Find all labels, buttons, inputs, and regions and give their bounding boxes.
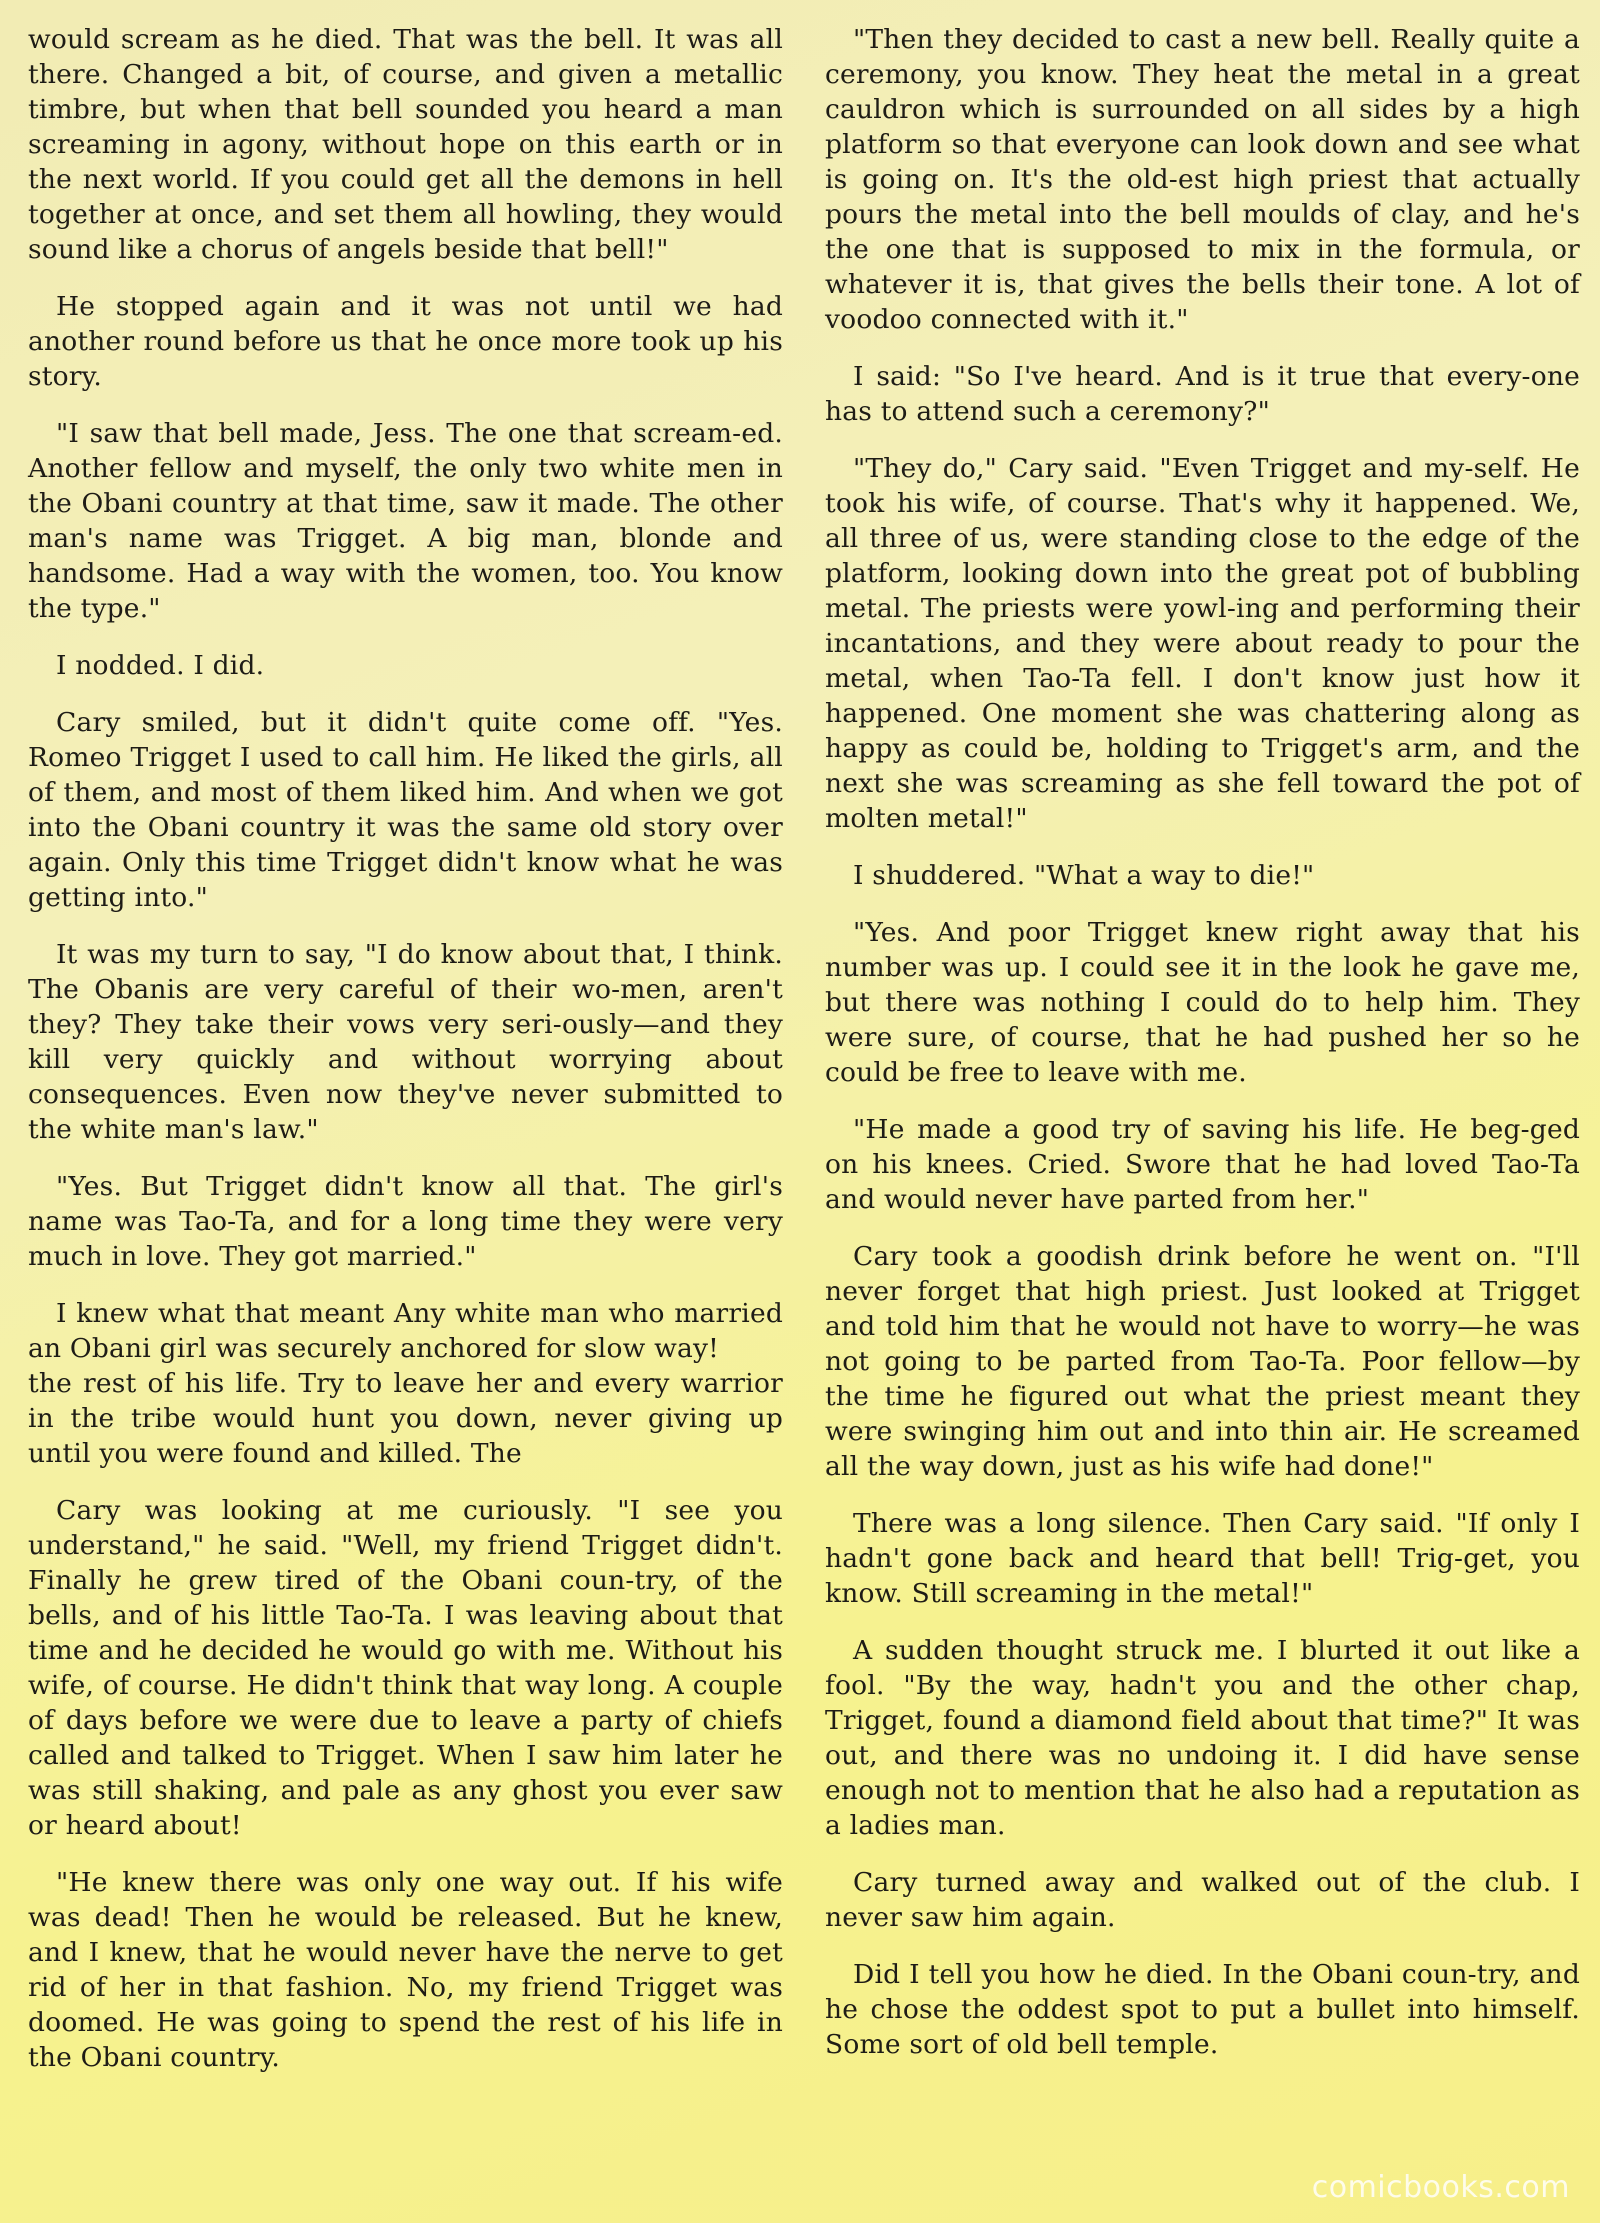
right-column-paragraph: There was a long silence. Then Cary said. "If only I hadn't gone back and heard that bell! Trig-get, you know. Still screaming in the metal!" <box>825 1508 1580 1609</box>
right-column-paragraph: "Yes. And poor Trigget knew right away that his number was up. I could see it in the look he gave me, but there was nothing I could do to help him. They were sure, of course, that he had pushed her so he could be free to leave with me. <box>825 917 1580 1088</box>
right-column-paragraph: I said: "So I've heard. And is it true that every-one has to attend such a ceremony?" <box>825 361 1580 427</box>
left-column-paragraph: the rest of his life. Try to leave her and every warrior in the tribe would hunt you down, never giving up until you were found and killed. The <box>28 1368 783 1469</box>
left-column-paragraph: I nodded. I did. <box>56 650 265 681</box>
right-column-paragraph: A sudden thought struck me. I blurted it out like a fool. "By the way, hadn't you and the other chap, Trigget, found a diamond field about that time?" It was out, and there was no undoing it. I did have sense enough not to mention that he also had a reputation as a ladies man. <box>825 1635 1580 1841</box>
left-column <box>28 22 783 2223</box>
left-column-paragraph: "He knew there was only one way out. If his wife was dead! Then he would be released. But he knew, and I knew, that he would never have the nerve to get rid of her in that fashion. No, my friend Trigget was doomed. He was going to spend the rest of his life in the Obani country. <box>28 1867 783 2073</box>
left-column-paragraph: It was my turn to say, "I do know about that, I think. The Obanis are very careful of their wo-men, aren't they? They take their vows very seri-ously—and they kill very quickly and without worrying about consequences. Even now they've never submitted to the white man's law." <box>28 939 783 1145</box>
right-column-paragraph: "Then they decided to cast a new bell. Really quite a ceremony, you know. They heat the metal in a great cauldron which is surrounded on all sides by a high platform so that everyone can look down and see what is going on. It's the old-est high priest that actually pours the metal into the bell moulds of clay, and he's the one that is supposed to mix in the formula, or whatever it is, that gives the bells their tone. A lot of voodoo connected with it." <box>825 24 1580 335</box>
right-column-paragraph: Cary turned away and walked out of the club. I never saw him again. <box>825 1867 1580 1933</box>
site-watermark: comicbooks.com <box>1311 2170 1570 2205</box>
right-column-paragraph: "They do," Cary said. "Even Trigget and my-self. He took his wife, of course. That's why it happened. We, all three of us, were standing close to the edge of the platform, looking down into the great pot of bubbling metal. The priests were yowl-ing and performing their incantations, and they were about ready to pour the metal, when Tao-Ta fell. I don't know just how it happened. One moment she was chattering along as happy as could be, holding to Trigget's arm, and the next she was screaming as she fell toward the pot of molten metal!" <box>825 453 1580 834</box>
left-column-paragraph: would scream as he died. That was the bell. It was all there. Changed a bit, of course, and given a metallic timbre, but when that bell sounded you heard a man screaming in agony, without hope on this earth or in the next world. If you could get all the demons in hell together at once, and set them all howling, they would sound like a chorus of angels beside that bell!" <box>28 24 783 265</box>
left-column-paragraph: He stopped again and it was not until we had another round before us that he once more took up his story. <box>28 291 783 392</box>
right-column-paragraph: I shuddered. "What a way to die!" <box>853 860 1315 891</box>
left-column-paragraph: I knew what that meant Any white man who married an Obani girl was securely anchored for slow way! <box>28 1298 783 1364</box>
left-column-paragraph: Cary was looking at me curiously. "I see you understand," he said. "Well, my friend Trigget didn't. Finally he grew tired of the Obani coun-try, of the bells, and of his little Tao-Ta. I was leaving about that time and he decided he would go with me. Without his wife, of course. He didn't think that way long. A couple of days before we were due to leave a party of chiefs called and talked to Trigget. When I saw him later he was still shaking, and pale as any ghost you ever saw or heard about! <box>28 1495 783 1841</box>
right-column <box>825 22 1580 2223</box>
text-columns <box>28 22 1580 2223</box>
left-column-paragraph: "Yes. But Trigget didn't know all that. The girl's name was Tao-Ta, and for a long time they were very much in love. They got married." <box>28 1171 783 1272</box>
right-column-paragraph: "He made a good try of saving his life. He beg-ged on his knees. Cried. Swore that he had loved Tao-Ta and would never have parted from her." <box>825 1114 1580 1215</box>
left-column-paragraph: "I saw that bell made, Jess. The one that scream-ed. Another fellow and myself, the only two white men in the Obani country at that time, saw it made. The other man's name was Trigget. A big man, blonde and handsome. Had a way with the women, too. You know the type." <box>28 418 783 624</box>
right-column-paragraph: Cary took a goodish drink before he went on. "I'll never forget that high priest. Just looked at Trigget and told him that he would not have to worry—he was not going to be parted from Tao-Ta. Poor fellow—by the time he figured out what the priest meant they were swinging him out and into thin air. He screamed all the way down, just as his wife had done!" <box>825 1241 1580 1482</box>
right-column-paragraph: Did I tell you how he died. In the Obani coun-try, and he chose the oddest spot to put a bullet into himself. Some sort of old bell temple. <box>825 1959 1580 2060</box>
left-column-paragraph: Cary smiled, but it didn't quite come off. "Yes. Romeo Trigget I used to call him. He liked the girls, all of them, and most of them liked him. And when we got into the Obani country it was the same old story over again. Only this time Trigget didn't know what he was getting into." <box>28 707 783 913</box>
